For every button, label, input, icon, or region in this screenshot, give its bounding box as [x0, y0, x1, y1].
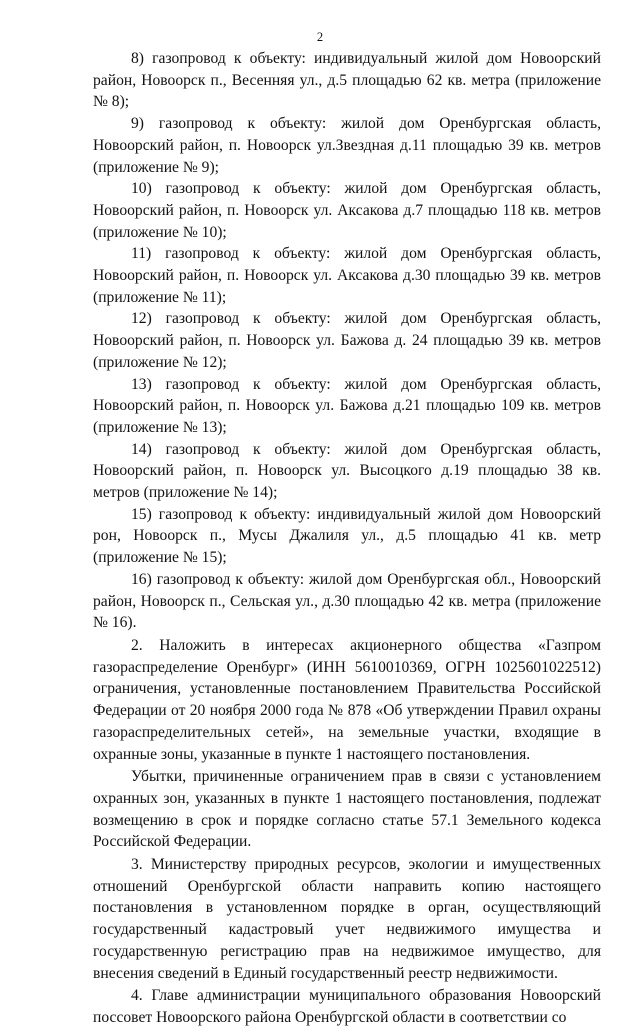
clause-2: 2. Наложить в интересах акционерного общества «Газпром газораспределение Оренбург» (ИНН 5610010369, ОГРН 1025601022512) ограничения, установленные постановлением Правительства Российской Федерации от 20 ноября 2000 года № 878 «Об утверждении Правил охраны газораспределительных сетей», на земельные участки, входящие в охранные зоны, указанные в пункте 1 настоящего постановления. [93, 636, 601, 763]
list-item-12: 12) газопровод к объекту: жилой дом Оренбургская область, Новоорский район, п. Новоорск ул. Бажова д. 24 площадью 39 кв. метров (приложение № 12); [93, 310, 601, 371]
document-body [93, 48, 601, 1029]
list-item-8: 8) газопровод к объекту: индивидуальный жилой дом Новоорский район, Новоорск п., Весенняя ул., д.5 площадью 62 кв. метра (приложение № 8); [93, 50, 601, 111]
list-item-13: 13) газопровод к объекту: жилой дом Оренбургская область, Новоорский район, п. Новоорск ул. Бажова д.21 площадью 109 кв. метров (приложение № 13); [93, 375, 601, 436]
list-item-16: 16) газопровод к объекту: жилой дом Оренбургская обл., Новоорский район, Новоорск п., Сельская ул., д.30 площадью 42 кв. метра (приложение № 16). [93, 570, 601, 632]
clause-4: 4. Главе администрации муниципального образования Новоорский поссовет Новоорского района Оренбургской области в соответствии со [93, 987, 601, 1026]
list-item-9: 9) газопровод к объекту: жилой дом Оренбургская область, Новоорский район, п. Новоорск ул.Звездная д.11 площадью 39 кв. метров (приложение № 9); [93, 115, 601, 176]
page-number: 2 [316, 30, 324, 44]
list-item-15: 15) газопровод к объекту: индивидуальный жилой дом Новоорский рон, Новоорск п., Мусы Джалиля ул., д.5 площадью 41 кв. метр (приложение № 15); [93, 505, 601, 567]
clause-3: 3. Министерству природных ресурсов, экологии и имущественных отношений Оренбургской области направить копию настоящего постановления в установленном порядке в орган, осуществляющий государственный кадастровый учет недвижимого имущества и государственную регистрацию прав на недвижимое имущество, для внесения сведений в Единый государственный реестр недвижимости. [93, 856, 601, 982]
clause-2-losses: Убытки, причиненные ограничением прав в связи с установлением охранных зон, указанных в пункте 1 настоящего постановления, подлежат возмещению в срок и порядке согласно статье 57.1 Земельного кодекса Российской Федерации. [93, 768, 601, 851]
list-item-14: 14) газопровод к объекту: жилой дом Оренбургская область, Новоорский район, п. Новоорск ул. Высоцкого д.19 площадью 38 кв. метров (приложение № 14); [93, 440, 601, 502]
list-item-10: 10) газопровод к объекту: жилой дом Оренбургская область, Новоорский район, п. Новоорск ул. Аксакова д.7 площадью 118 кв. метров (приложение № 10); [93, 180, 601, 241]
list-item-11: 11) газопровод к объекту: жилой дом Оренбургская область, Новоорский район, п. Новоорск ул. Аксакова д.30 площадью 39 кв. метров (приложение № 11); [93, 245, 601, 306]
